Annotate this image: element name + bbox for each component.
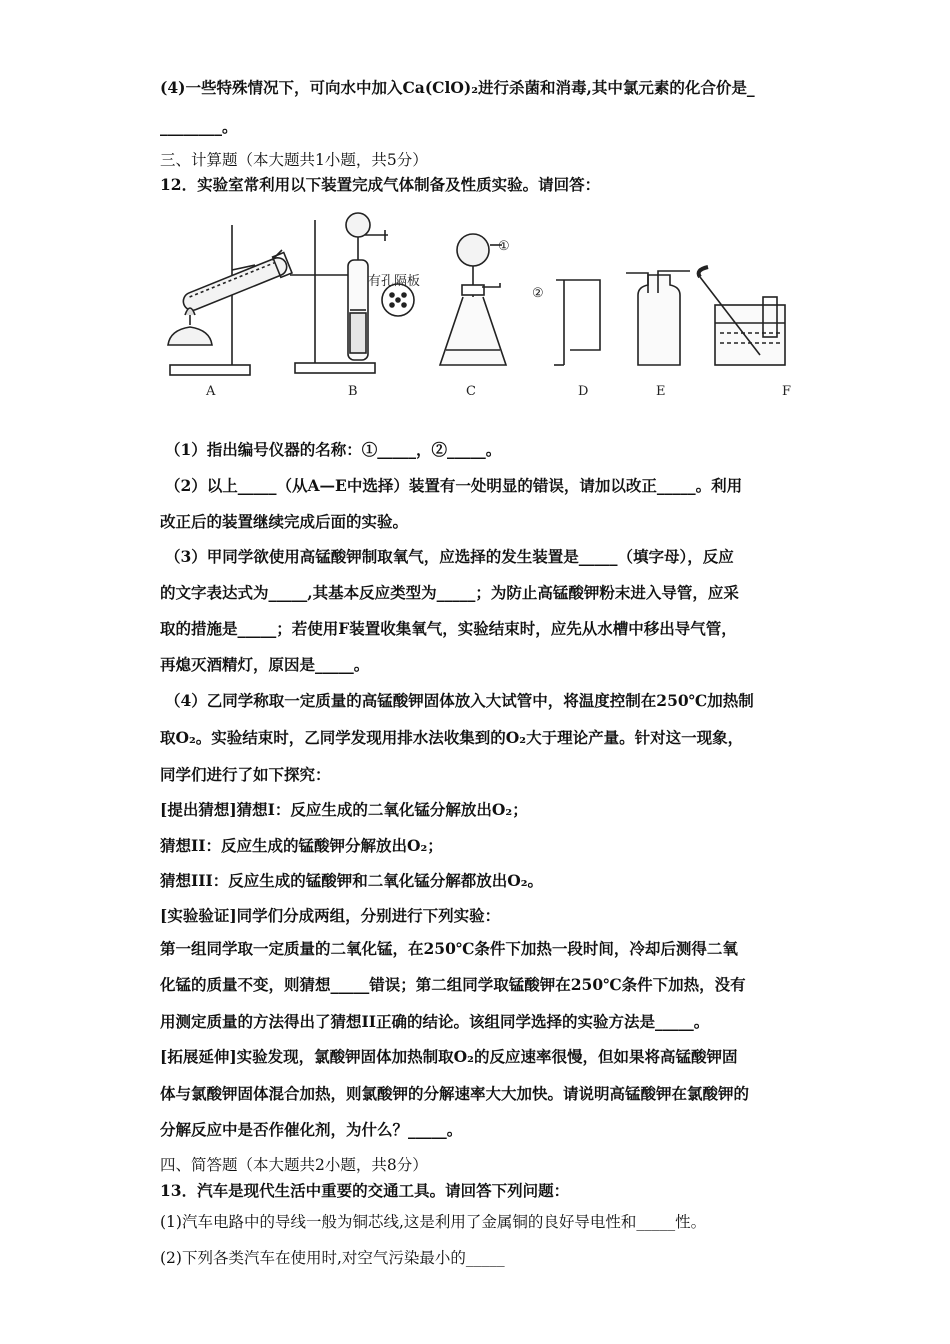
label-b: B <box>348 384 358 399</box>
label-d: D <box>578 384 589 399</box>
apparatus-d <box>554 280 600 365</box>
label-c: C <box>466 384 476 399</box>
q13-part1: (1)汽车电路中的导线一般为铜芯线,这是利用了金属铜的良好导电性和_____性。 <box>160 1213 707 1231</box>
apparatus-c <box>440 234 506 365</box>
q12-part3: （3）甲同学欲使用高锰酸钾制取氧气，应选择的发生装置是_____（填字母），反应 <box>165 547 734 566</box>
line-q4-calcium: (4)一些特殊情况下，可向水中加入Ca(ClO)₂进行杀菌和消毒,其中氯元素的化合价是_ <box>160 78 755 97</box>
apparatus-b <box>290 213 414 373</box>
apparatus-labels <box>205 384 791 399</box>
partition-label: 有孔隔板 <box>368 274 421 289</box>
q12-part3-line3: 取的措施是_____；若使用F装置收集氧气，实验结束时，应先从水槽中移出导气管， <box>160 619 737 638</box>
label-e: E <box>656 384 666 399</box>
extension-line2: 体与氯酸钾固体混合加热，则氯酸钾的分解速率大大加快。请说明高锰酸钾在氯酸钾的 <box>160 1084 750 1103</box>
label-a: A <box>206 384 216 399</box>
verification-line1: 第一组同学取一定质量的二氧化锰，在250℃条件下加热一段时间，冷却后测得二氧 <box>160 939 738 958</box>
verification-line2: 化锰的质量不变，则猜想_____错误；第二组同学取锰酸钾在250℃条件下加热，没有 <box>160 975 746 994</box>
q12-part3-line4: 再熄灭酒精灯，原因是_____。 <box>160 655 370 674</box>
extension-line1: [拓展延伸]实验发现，氯酸钾固体加热制取O₂的反应速率很慢，但如果将高锰酸钾固 <box>160 1047 738 1066</box>
q12-part4: （4）乙同学称取一定质量的高锰酸钾固体放入大试管中，将温度控制在250℃加热制 <box>165 691 754 710</box>
question-12-stem: 12．实验室常利用以下装置完成气体制备及性质实验。请回答： <box>160 175 601 194</box>
section-three-heading: 三、计算题（本大题共1小题，共5分） <box>160 151 428 169</box>
extension-line3: 分解反应中是否作催化剂，为什么？_____。 <box>160 1120 463 1139</box>
q12-part2: （2）以上_____（从A—E中选择）装置有一处明显的错误，请加以改正_____。利用 <box>165 476 743 495</box>
q12-part2-cont: 改正后的装置继续完成后面的实验。 <box>160 512 409 531</box>
question-13-stem: 13．汽车是现代生活中重要的交通工具。请回答下列问题： <box>160 1181 570 1200</box>
apparatus-a <box>168 225 292 375</box>
q13-part2: (2)下列各类汽车在使用时,对空气污染最小的_____ <box>160 1249 505 1267</box>
apparatus-f <box>699 267 785 365</box>
q12-part3-line2: 的文字表达式为_____,其基本反应类型为_____；为防止高锰酸钾粉末进入导管，应采 <box>160 583 739 602</box>
section-four-heading: 四、简答题（本大题共2小题，共8分） <box>160 1156 428 1174</box>
apparatus-figure <box>160 205 800 405</box>
verification-line3: 用测定质量的方法得出了猜想II正确的结论。该组同学选择的实验方法是_____。 <box>160 1012 710 1031</box>
q12-part1: （1）指出编号仪器的名称：①_____，②_____。 <box>165 440 502 459</box>
marker-2: ② <box>532 286 544 301</box>
hypothesis-2: 猜想II：反应生成的锰酸钾分解放出O₂； <box>160 836 443 855</box>
verification-heading: [实验验证]同学们分成两组，分别进行下列实验： <box>160 906 501 925</box>
apparatus-e <box>626 271 690 365</box>
q12-part4-line3: 同学们进行了如下探究： <box>160 765 331 784</box>
q12-part4-line2: 取O₂。实验结束时，乙同学发现用排水法收集到的O₂大于理论产量。针对这一现象， <box>160 728 744 747</box>
line-q4-blank: ________。 <box>160 117 238 136</box>
marker-1: ① <box>498 239 510 254</box>
hypothesis-1: [提出猜想]猜想I：反应生成的二氧化锰分解放出O₂； <box>160 800 528 819</box>
label-f: F <box>782 384 792 399</box>
hypothesis-3: 猜想III：反应生成的锰酸钾和二氧化锰分解都放出O₂。 <box>160 871 544 890</box>
